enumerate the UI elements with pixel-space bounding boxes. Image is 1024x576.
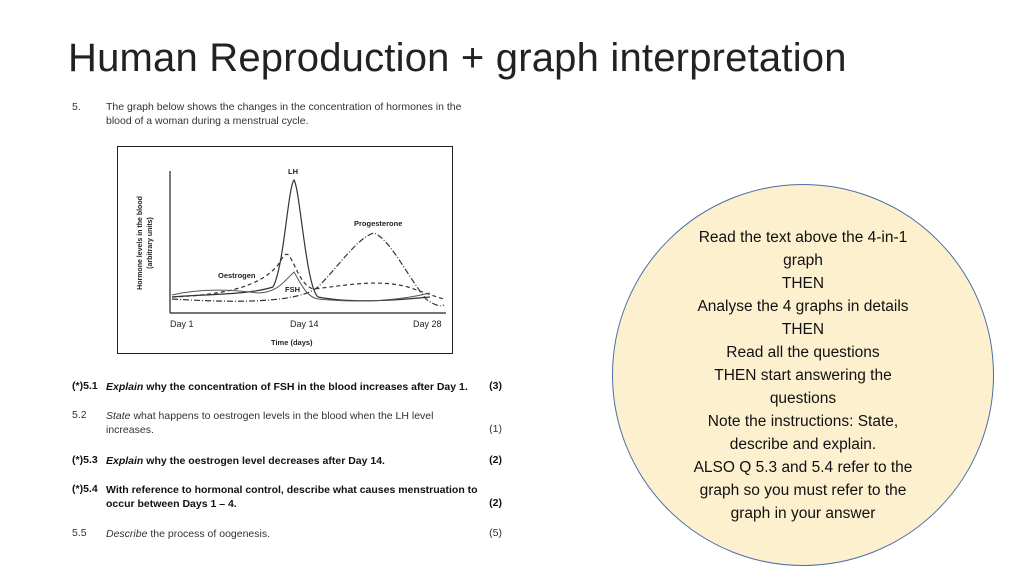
- progesterone-label: Progesterone: [354, 219, 403, 228]
- q53-number: (*)5.3: [72, 454, 98, 466]
- q52-number: 5.2: [72, 409, 87, 421]
- q51-text: Explain why the concentration of FSH in the blood increases after Day 1.: [106, 381, 468, 393]
- instruction-line: graph so you must refer to the: [699, 482, 907, 499]
- fsh-curve: [172, 272, 430, 301]
- y-axis-label-1: Hormone levels in the blood: [137, 196, 144, 290]
- q52-text: State what happens to oestrogen levels in the blood when the LH level: [106, 410, 434, 422]
- y-axis-label-2: (arbitrary units): [147, 217, 154, 269]
- intro-line-2: blood of a woman during a menstrual cycle.: [106, 115, 309, 127]
- q51-number: (*)5.1: [72, 380, 98, 392]
- hormone-graph-svg: [118, 147, 452, 353]
- instruction-line: THEN start answering the: [714, 367, 892, 384]
- hormone-graph: [117, 146, 453, 354]
- instruction-line: graph in your answer: [730, 505, 876, 522]
- slide-title: Human Reproduction + graph interpretation: [68, 36, 847, 80]
- instruction-line: questions: [769, 390, 837, 407]
- instruction-line: Read all the questions: [726, 344, 880, 361]
- oestrogen-label: Oestrogen: [218, 271, 256, 280]
- q54-number: (*)5.4: [72, 483, 98, 495]
- instruction-line: Read the text above the 4-in-1: [698, 229, 908, 246]
- tick-day-28: Day 28: [413, 319, 442, 329]
- intro-line-1: The graph below shows the changes in the concentration of hormones in the: [106, 101, 462, 113]
- q55-marks: (5): [489, 527, 502, 539]
- q51-marks: (3): [489, 380, 502, 392]
- tick-day-1: Day 1: [170, 319, 194, 329]
- instruction-line: Note the instructions: State,: [707, 413, 899, 430]
- question-number: 5.: [72, 101, 81, 113]
- q53-marks: (2): [489, 454, 502, 466]
- instruction-line: THEN: [781, 275, 825, 292]
- q54-text-line1: With reference to hormonal control, describe what causes menstruation to: [106, 484, 478, 496]
- q55-number: 5.5: [72, 527, 87, 539]
- instruction-line: THEN: [781, 321, 825, 338]
- q52-marks: (1): [489, 423, 502, 435]
- q54-marks: (2): [489, 497, 502, 509]
- instruction-text: [660, 226, 946, 525]
- q54-text-line2: occur between Days 1 – 4.: [106, 498, 237, 510]
- q52-text-line2: increases.: [106, 424, 154, 436]
- instruction-line: ALSO Q 5.3 and 5.4 refer to the: [693, 459, 913, 476]
- tick-day-14: Day 14: [290, 319, 319, 329]
- x-axis-label: Time (days): [271, 338, 313, 347]
- lh-label: LH: [288, 167, 298, 176]
- instruction-line: describe and explain.: [729, 436, 877, 453]
- q53-text: Explain why the oestrogen level decreases after Day 14.: [106, 455, 385, 467]
- lh-curve: [172, 180, 430, 301]
- q55-text: Describe the process of oogenesis.: [106, 528, 271, 540]
- fsh-label: FSH: [285, 285, 300, 294]
- instruction-line: Analyse the 4 graphs in details: [697, 298, 909, 315]
- instruction-line: graph: [783, 252, 823, 269]
